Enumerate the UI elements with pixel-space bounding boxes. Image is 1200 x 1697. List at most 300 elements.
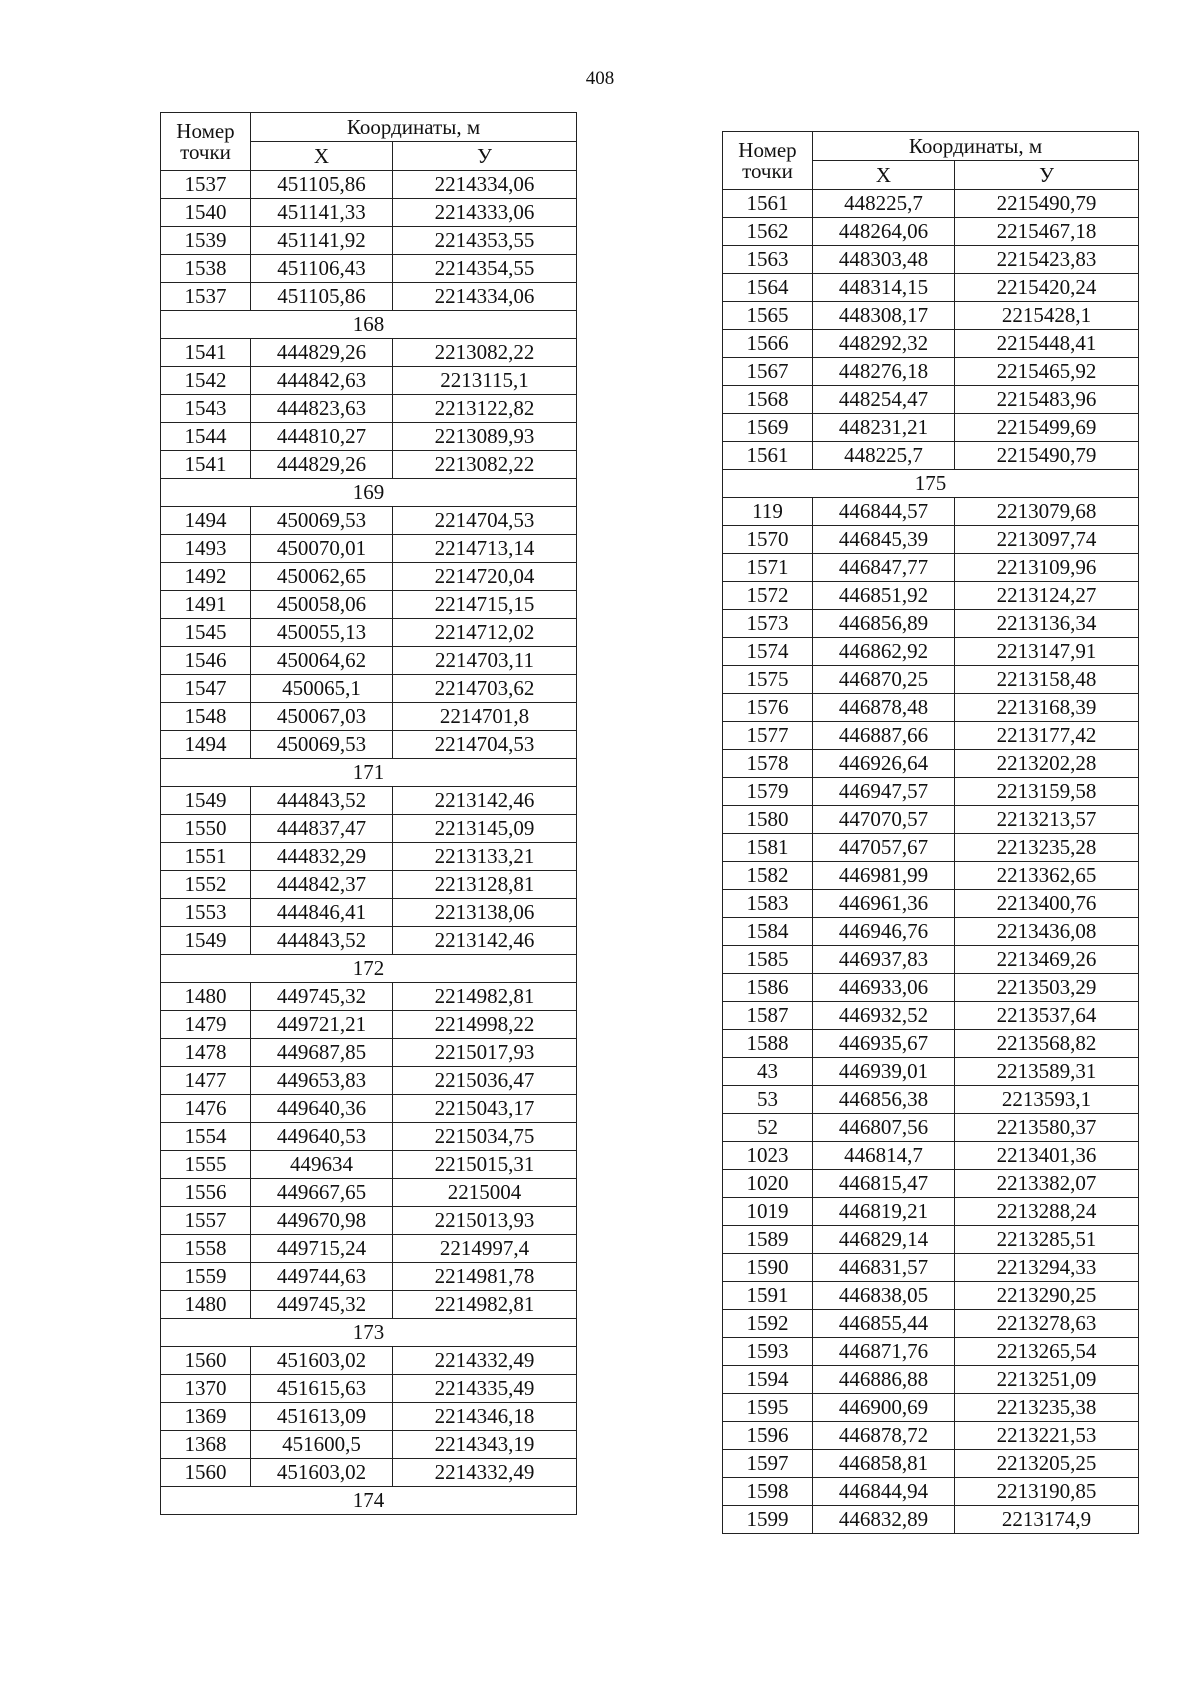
point-number-cell: 1541: [161, 451, 251, 479]
x-coordinate-cell: 446847,77: [813, 554, 955, 582]
x-coordinate-cell: 449667,65: [251, 1179, 393, 1207]
section-number: 172: [161, 955, 577, 983]
section-header-row: [161, 759, 577, 787]
y-coordinate-cell: 2214703,11: [393, 647, 577, 675]
y-column-header: У: [393, 142, 577, 171]
table-row: [723, 974, 1139, 1002]
point-number-cell: 1537: [161, 171, 251, 199]
point-number-cell: 1581: [723, 834, 813, 862]
point-number-cell: 1370: [161, 1375, 251, 1403]
table-row: [723, 1338, 1139, 1366]
table-row: [723, 358, 1139, 386]
point-number-cell: 1598: [723, 1478, 813, 1506]
table-row: [161, 1431, 577, 1459]
table-row: [723, 1030, 1139, 1058]
y-coordinate-cell: 2215448,41: [955, 330, 1139, 358]
x-coordinate-cell: 450067,03: [251, 703, 393, 731]
y-coordinate-cell: 2213089,93: [393, 423, 577, 451]
y-coordinate-cell: 2214982,81: [393, 983, 577, 1011]
y-coordinate-cell: 2214704,53: [393, 507, 577, 535]
x-coordinate-cell: 450069,53: [251, 507, 393, 535]
x-coordinate-cell: 450070,01: [251, 535, 393, 563]
x-coordinate-cell: 450062,65: [251, 563, 393, 591]
point-number-cell: 1568: [723, 386, 813, 414]
y-coordinate-cell: 2213097,74: [955, 526, 1139, 554]
point-number-cell: 1541: [161, 339, 251, 367]
x-coordinate-cell: 449653,83: [251, 1067, 393, 1095]
point-number-cell: 119: [723, 498, 813, 526]
y-coordinate-cell: 2214354,55: [393, 255, 577, 283]
y-coordinate-cell: 2213174,9: [955, 1506, 1139, 1534]
x-coordinate-cell: 449745,32: [251, 983, 393, 1011]
y-coordinate-cell: 2214712,02: [393, 619, 577, 647]
table-row: [723, 1254, 1139, 1282]
point-number-cell: 1019: [723, 1198, 813, 1226]
y-coordinate-cell: 2215015,31: [393, 1151, 577, 1179]
point-number-cell: 1596: [723, 1422, 813, 1450]
x-coordinate-cell: 446937,83: [813, 946, 955, 974]
point-number-cell: 1542: [161, 367, 251, 395]
table-row: [161, 1375, 577, 1403]
table-row: [723, 302, 1139, 330]
table-row: [723, 1058, 1139, 1086]
point-number-cell: 1023: [723, 1142, 813, 1170]
y-coordinate-cell: 2213205,25: [955, 1450, 1139, 1478]
x-coordinate-cell: 451615,63: [251, 1375, 393, 1403]
point-number-cell: 1547: [161, 675, 251, 703]
x-coordinate-cell: 444843,52: [251, 927, 393, 955]
table-row: [161, 227, 577, 255]
section-header-row: [161, 311, 577, 339]
point-number-cell: 1565: [723, 302, 813, 330]
y-coordinate-cell: 2213537,64: [955, 1002, 1139, 1030]
table-row: [161, 255, 577, 283]
table-row: [161, 1235, 577, 1263]
point-number-cell: 1537: [161, 283, 251, 311]
x-coordinate-cell: 446844,94: [813, 1478, 955, 1506]
x-coordinate-cell: 444843,52: [251, 787, 393, 815]
y-coordinate-cell: 2213589,31: [955, 1058, 1139, 1086]
x-coordinate-cell: 449640,53: [251, 1123, 393, 1151]
table-row: [723, 750, 1139, 778]
point-number-cell: 1595: [723, 1394, 813, 1422]
y-coordinate-cell: 2214715,15: [393, 591, 577, 619]
table-row: [161, 1067, 577, 1095]
x-coordinate-cell: 446961,36: [813, 890, 955, 918]
y-coordinate-cell: 2213082,22: [393, 339, 577, 367]
table-row: [723, 806, 1139, 834]
table-row: [161, 1011, 577, 1039]
point-number-cell: 1549: [161, 787, 251, 815]
section-header-row: [161, 955, 577, 983]
x-coordinate-cell: 450065,1: [251, 675, 393, 703]
table-row: [723, 1478, 1139, 1506]
point-number-cell: 1585: [723, 946, 813, 974]
point-number-cell: 1552: [161, 871, 251, 899]
point-number-cell: 1545: [161, 619, 251, 647]
table-row: [161, 1459, 577, 1487]
table-row: [723, 1114, 1139, 1142]
point-number-cell: 1599: [723, 1506, 813, 1534]
table-row: [161, 199, 577, 227]
point-number-cell: 1491: [161, 591, 251, 619]
y-coordinate-cell: 2214334,06: [393, 171, 577, 199]
page-number: 408: [585, 68, 615, 89]
x-coordinate-cell: 446856,89: [813, 610, 955, 638]
y-coordinate-cell: 2215004: [393, 1179, 577, 1207]
table-row: [161, 507, 577, 535]
y-coordinate-cell: 2215043,17: [393, 1095, 577, 1123]
table-row: [723, 694, 1139, 722]
x-coordinate-cell: 449745,32: [251, 1291, 393, 1319]
y-coordinate-cell: 2213168,39: [955, 694, 1139, 722]
point-number-cell: 1369: [161, 1403, 251, 1431]
x-coordinate-cell: 448225,7: [813, 442, 955, 470]
point-number-cell: 1550: [161, 815, 251, 843]
table-row: [161, 927, 577, 955]
table-row: [161, 899, 577, 927]
y-coordinate-cell: 2213158,48: [955, 666, 1139, 694]
section-number: 174: [161, 1487, 577, 1515]
x-coordinate-cell: 451600,5: [251, 1431, 393, 1459]
x-coordinate-cell: 446844,57: [813, 498, 955, 526]
section-header-row: [161, 479, 577, 507]
table-row: [161, 983, 577, 1011]
y-coordinate-cell: 2213400,76: [955, 890, 1139, 918]
table-row: [723, 1002, 1139, 1030]
table-row: [723, 190, 1139, 218]
table-row: [723, 1170, 1139, 1198]
section-header-row: [161, 1319, 577, 1347]
y-coordinate-cell: 2213503,29: [955, 974, 1139, 1002]
table-row: [723, 554, 1139, 582]
point-number-cell: 1574: [723, 638, 813, 666]
point-number-cell: 1560: [161, 1347, 251, 1375]
y-coordinate-cell: 2215490,79: [955, 190, 1139, 218]
y-coordinate-cell: 2215423,83: [955, 246, 1139, 274]
table-row: [723, 610, 1139, 638]
table-row: [161, 1039, 577, 1067]
point-number-cell: 1480: [161, 1291, 251, 1319]
table-row: [723, 1422, 1139, 1450]
x-coordinate-cell: 448264,06: [813, 218, 955, 246]
y-coordinate-cell: 2214720,04: [393, 563, 577, 591]
x-coordinate-cell: 446887,66: [813, 722, 955, 750]
y-coordinate-cell: 2215465,92: [955, 358, 1139, 386]
x-coordinate-cell: 444842,37: [251, 871, 393, 899]
y-coordinate-cell: 2213124,27: [955, 582, 1139, 610]
point-number-cell: 1561: [723, 190, 813, 218]
point-number-cell: 1578: [723, 750, 813, 778]
table-row: [161, 675, 577, 703]
x-coordinate-cell: 448225,7: [813, 190, 955, 218]
y-coordinate-cell: 2213177,42: [955, 722, 1139, 750]
y-coordinate-cell: 2213122,82: [393, 395, 577, 423]
x-coordinate-cell: 444832,29: [251, 843, 393, 871]
table-row: [723, 946, 1139, 974]
point-number-cell: 1572: [723, 582, 813, 610]
point-number-cell: 52: [723, 1114, 813, 1142]
point-number-cell: 1584: [723, 918, 813, 946]
table-row: [723, 1450, 1139, 1478]
table-row: [723, 918, 1139, 946]
x-coordinate-cell: 446851,92: [813, 582, 955, 610]
table-row: [723, 330, 1139, 358]
y-coordinate-cell: 2213580,37: [955, 1114, 1139, 1142]
x-coordinate-cell: 444842,63: [251, 367, 393, 395]
y-coordinate-cell: 2214998,22: [393, 1011, 577, 1039]
x-coordinate-cell: 451603,02: [251, 1347, 393, 1375]
y-coordinate-cell: 2214704,53: [393, 731, 577, 759]
table-row: [723, 526, 1139, 554]
x-coordinate-cell: 446832,89: [813, 1506, 955, 1534]
x-coordinate-cell: 450069,53: [251, 731, 393, 759]
point-number-cell: 1538: [161, 255, 251, 283]
table-row: [161, 619, 577, 647]
table-row: [161, 591, 577, 619]
point-number-cell: 1561: [723, 442, 813, 470]
x-coordinate-cell: 449721,21: [251, 1011, 393, 1039]
point-number-cell: 1566: [723, 330, 813, 358]
point-number-cell: 1597: [723, 1450, 813, 1478]
y-coordinate-cell: 2214343,19: [393, 1431, 577, 1459]
table-row: [161, 815, 577, 843]
table-row: [723, 1394, 1139, 1422]
y-coordinate-cell: 2213288,24: [955, 1198, 1139, 1226]
section-number: 171: [161, 759, 577, 787]
point-number-cell: 1556: [161, 1179, 251, 1207]
point-number-cell: 1546: [161, 647, 251, 675]
x-coordinate-cell: 446926,64: [813, 750, 955, 778]
x-coordinate-cell: 446829,14: [813, 1226, 955, 1254]
x-coordinate-cell: 446807,56: [813, 1114, 955, 1142]
table-row: [723, 1086, 1139, 1114]
table-row: [161, 1263, 577, 1291]
point-number-cell: 1539: [161, 227, 251, 255]
y-coordinate-cell: 2215483,96: [955, 386, 1139, 414]
y-coordinate-cell: 2213138,06: [393, 899, 577, 927]
y-coordinate-cell: 2213593,1: [955, 1086, 1139, 1114]
y-coordinate-cell: 2213362,65: [955, 862, 1139, 890]
y-coordinate-cell: 2213382,07: [955, 1170, 1139, 1198]
table-row: [161, 1179, 577, 1207]
table-row: [161, 535, 577, 563]
point-number-cell: 1560: [161, 1459, 251, 1487]
x-coordinate-cell: 448303,48: [813, 246, 955, 274]
point-number-cell: 1020: [723, 1170, 813, 1198]
y-coordinate-cell: 2213128,81: [393, 871, 577, 899]
x-coordinate-cell: 451106,43: [251, 255, 393, 283]
point-number-cell: 1583: [723, 890, 813, 918]
table-row: [161, 871, 577, 899]
point-number-cell: 1577: [723, 722, 813, 750]
x-coordinate-cell: 451105,86: [251, 283, 393, 311]
y-coordinate-cell: 2213221,53: [955, 1422, 1139, 1450]
point-number-cell: 1478: [161, 1039, 251, 1067]
table-row: [723, 1310, 1139, 1338]
point-number-cell: 1553: [161, 899, 251, 927]
table-row: [161, 1095, 577, 1123]
x-coordinate-cell: 446845,39: [813, 526, 955, 554]
x-coordinate-cell: 444823,63: [251, 395, 393, 423]
y-coordinate-cell: 2213159,58: [955, 778, 1139, 806]
y-coordinate-cell: 2213294,33: [955, 1254, 1139, 1282]
x-coordinate-cell: 446815,47: [813, 1170, 955, 1198]
x-coordinate-cell: 446819,21: [813, 1198, 955, 1226]
table-row: [161, 171, 577, 199]
x-coordinate-cell: 446947,57: [813, 778, 955, 806]
y-coordinate-cell: 2215017,93: [393, 1039, 577, 1067]
y-coordinate-cell: 2213568,82: [955, 1030, 1139, 1058]
x-column-header: X: [813, 161, 955, 190]
point-number-cell: 1557: [161, 1207, 251, 1235]
y-coordinate-cell: 2214346,18: [393, 1403, 577, 1431]
x-coordinate-cell: 449744,63: [251, 1263, 393, 1291]
y-coordinate-cell: 2215034,75: [393, 1123, 577, 1151]
y-coordinate-cell: 2214713,14: [393, 535, 577, 563]
y-coordinate-cell: 2214353,55: [393, 227, 577, 255]
point-number-cell: 1576: [723, 694, 813, 722]
x-coordinate-cell: 451105,86: [251, 171, 393, 199]
x-column-header: X: [251, 142, 393, 171]
table-row: [723, 834, 1139, 862]
table-row: [161, 1403, 577, 1431]
x-coordinate-cell: 446935,67: [813, 1030, 955, 1058]
x-coordinate-cell: 448308,17: [813, 302, 955, 330]
y-coordinate-cell: 2214981,78: [393, 1263, 577, 1291]
table-row: [161, 1151, 577, 1179]
x-coordinate-cell: 451141,33: [251, 199, 393, 227]
point-number-cell: 1492: [161, 563, 251, 591]
x-coordinate-cell: 446870,25: [813, 666, 955, 694]
coordinates-table-left: [160, 112, 577, 1515]
y-coordinate-cell: 2214982,81: [393, 1291, 577, 1319]
y-coordinate-cell: 2213147,91: [955, 638, 1139, 666]
y-coordinate-cell: 2214701,8: [393, 703, 577, 731]
point-number-cell: 1558: [161, 1235, 251, 1263]
point-number-cell: 1589: [723, 1226, 813, 1254]
table-row: [723, 862, 1139, 890]
y-coordinate-cell: 2213235,28: [955, 834, 1139, 862]
point-number-cell: 1559: [161, 1263, 251, 1291]
table-row: [161, 843, 577, 871]
x-coordinate-cell: 446886,88: [813, 1366, 955, 1394]
table-row: [723, 498, 1139, 526]
x-coordinate-cell: 446932,52: [813, 1002, 955, 1030]
x-coordinate-cell: 446814,7: [813, 1142, 955, 1170]
y-coordinate-cell: 2214332,49: [393, 1459, 577, 1487]
x-coordinate-cell: 446858,81: [813, 1450, 955, 1478]
point-number-cell: 1555: [161, 1151, 251, 1179]
x-coordinate-cell: 446981,99: [813, 862, 955, 890]
x-coordinate-cell: 446862,92: [813, 638, 955, 666]
table-row: [723, 218, 1139, 246]
point-number-cell: 1570: [723, 526, 813, 554]
y-coordinate-cell: 2213278,63: [955, 1310, 1139, 1338]
table-row: [723, 1366, 1139, 1394]
y-coordinate-cell: 2213469,26: [955, 946, 1139, 974]
table-body: [161, 171, 577, 1515]
table-row: [161, 1123, 577, 1151]
y-coordinate-cell: 2215490,79: [955, 442, 1139, 470]
y-coordinate-cell: 2213115,1: [393, 367, 577, 395]
table-row: [723, 1506, 1139, 1534]
x-coordinate-cell: 444829,26: [251, 451, 393, 479]
x-coordinate-cell: 448276,18: [813, 358, 955, 386]
x-coordinate-cell: 446871,76: [813, 1338, 955, 1366]
point-number-cell: 1544: [161, 423, 251, 451]
point-number-cell: 1592: [723, 1310, 813, 1338]
point-number-cell: 1562: [723, 218, 813, 246]
x-coordinate-cell: 449640,36: [251, 1095, 393, 1123]
point-number-cell: 1368: [161, 1431, 251, 1459]
point-number-cell: 1549: [161, 927, 251, 955]
x-coordinate-cell: 444810,27: [251, 423, 393, 451]
x-coordinate-cell: 448254,47: [813, 386, 955, 414]
section-header-row: [161, 1487, 577, 1515]
x-coordinate-cell: 446831,57: [813, 1254, 955, 1282]
coordinates-table-right: [722, 131, 1139, 1534]
y-coordinate-cell: 2213190,85: [955, 1478, 1139, 1506]
x-coordinate-cell: 449634: [251, 1151, 393, 1179]
point-number-cell: 1587: [723, 1002, 813, 1030]
table-row: [723, 778, 1139, 806]
x-coordinate-cell: 446878,72: [813, 1422, 955, 1450]
x-coordinate-cell: 446856,38: [813, 1086, 955, 1114]
y-coordinate-cell: 2214335,49: [393, 1375, 577, 1403]
table-row: [161, 367, 577, 395]
x-coordinate-cell: 451613,09: [251, 1403, 393, 1431]
x-coordinate-cell: 444829,26: [251, 339, 393, 367]
x-coordinate-cell: 448292,32: [813, 330, 955, 358]
y-coordinate-cell: 2213436,08: [955, 918, 1139, 946]
point-number-cell: 1476: [161, 1095, 251, 1123]
point-number-cell: 1479: [161, 1011, 251, 1039]
y-coordinate-cell: 2213145,09: [393, 815, 577, 843]
table-row: [723, 890, 1139, 918]
point-number-cell: 1493: [161, 535, 251, 563]
x-coordinate-cell: 451603,02: [251, 1459, 393, 1487]
table-row: [161, 451, 577, 479]
y-coordinate-cell: 2213202,28: [955, 750, 1139, 778]
section-number: 173: [161, 1319, 577, 1347]
y-coordinate-cell: 2214334,06: [393, 283, 577, 311]
x-coordinate-cell: 446900,69: [813, 1394, 955, 1422]
point-number-cell: 1586: [723, 974, 813, 1002]
table-row: [723, 1282, 1139, 1310]
table-row: [723, 1198, 1139, 1226]
y-coordinate-cell: 2213133,21: [393, 843, 577, 871]
point-number-cell: 1582: [723, 862, 813, 890]
x-coordinate-cell: 447057,67: [813, 834, 955, 862]
table-row: [161, 423, 577, 451]
y-coordinate-cell: 2213265,54: [955, 1338, 1139, 1366]
point-number-cell: 1579: [723, 778, 813, 806]
coordinates-header: Координаты, м: [251, 113, 577, 142]
table-row: [161, 1207, 577, 1235]
y-coordinate-cell: 2213142,46: [393, 787, 577, 815]
x-coordinate-cell: 446855,44: [813, 1310, 955, 1338]
table-body: [723, 190, 1139, 1534]
x-coordinate-cell: 447070,57: [813, 806, 955, 834]
y-coordinate-cell: 2213251,09: [955, 1366, 1139, 1394]
y-coordinate-cell: 2214332,49: [393, 1347, 577, 1375]
y-coordinate-cell: 2214333,06: [393, 199, 577, 227]
y-coordinate-cell: 2213079,68: [955, 498, 1139, 526]
point-number-cell: 43: [723, 1058, 813, 1086]
point-number-cell: 1591: [723, 1282, 813, 1310]
point-number-cell: 1571: [723, 554, 813, 582]
